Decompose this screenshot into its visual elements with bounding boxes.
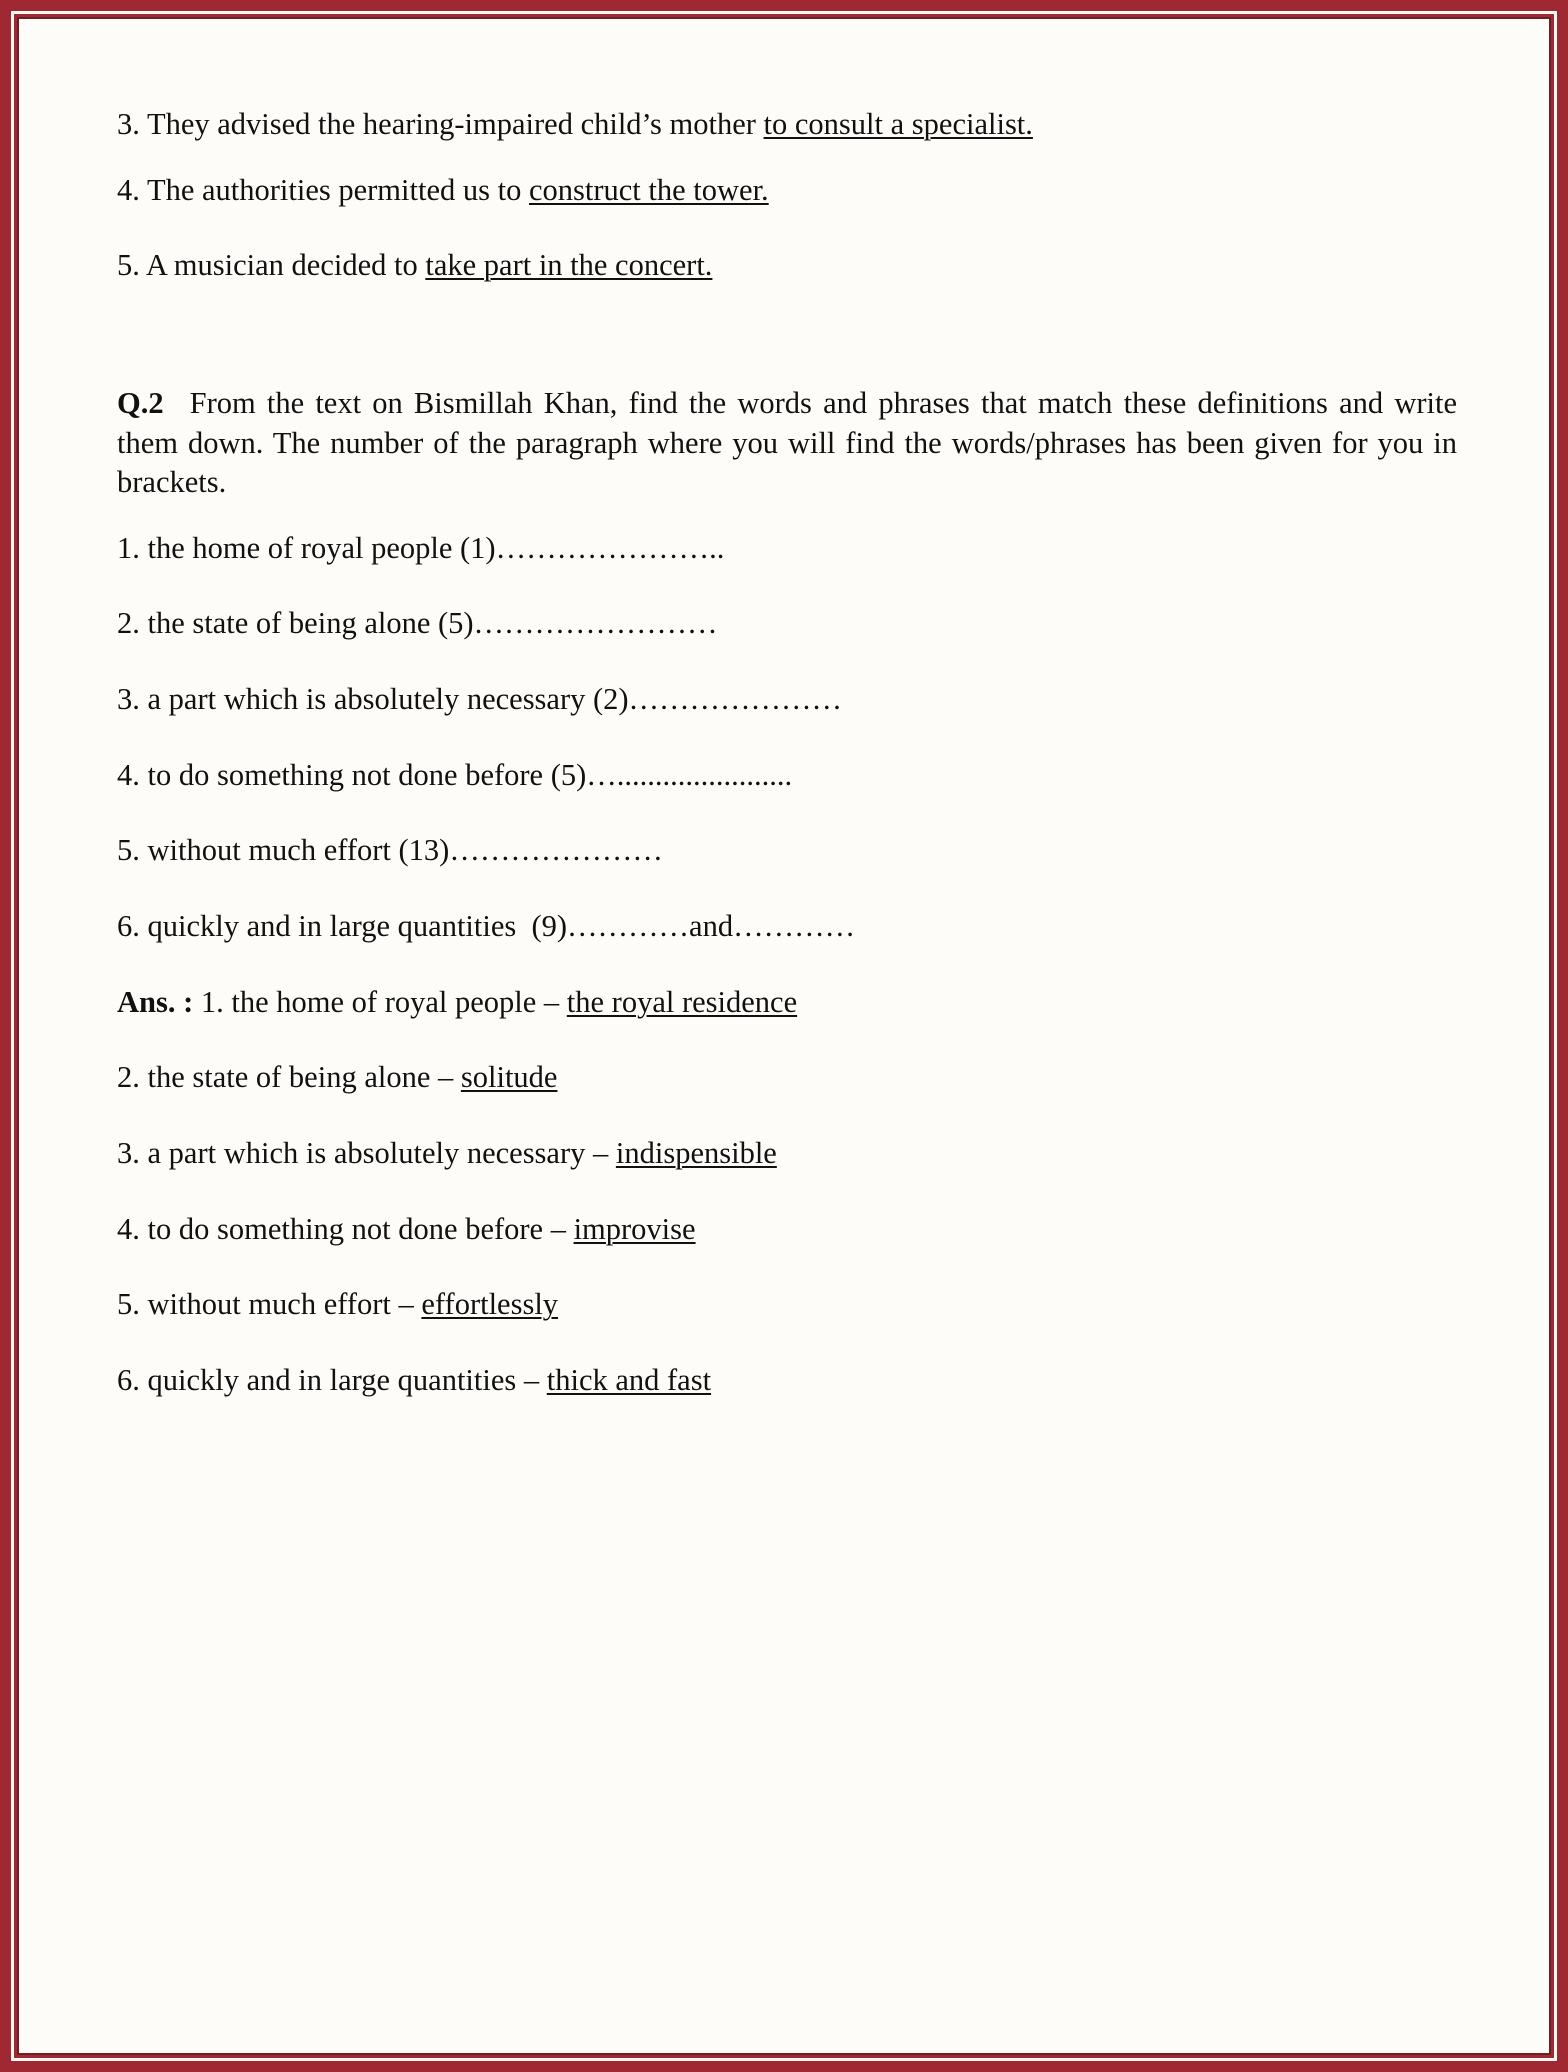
answer-item-3-answer: indispensible [615, 1135, 777, 1170]
answer-item-1-number: 1. [200, 984, 224, 1019]
section-gap [117, 322, 1457, 384]
answer-item-4-definition: to do something not done before [147, 1211, 544, 1246]
exercise-item-3 [117, 105, 1457, 145]
answer-item-3-dash: – [593, 1135, 616, 1170]
document-body [117, 105, 1457, 1401]
answer-item-3-number: 3. [117, 1135, 140, 1170]
answer-item-3-definition: a part which is absolutely necessary [147, 1135, 593, 1170]
definition-item-1 [117, 529, 1457, 569]
exercise-item-3-number: 3. [117, 107, 140, 141]
answer-item-5 [117, 1285, 1457, 1325]
definition-item-3-number: 3. [117, 682, 140, 717]
answer-item-1-definition: the home of royal people [231, 984, 537, 1019]
answer-item-6 [117, 1361, 1457, 1401]
answer-item-4-number: 4. [117, 1211, 140, 1246]
answer-item-2-number: 2. [117, 1060, 140, 1095]
answer-item-2-answer: solitude [460, 1060, 558, 1095]
exercise-item-5-text: A musician decided to [145, 248, 426, 283]
definition-item-4-text: to do something not done before (5)…....................... [147, 757, 793, 792]
exercise-item-5-number: 5. [117, 248, 140, 283]
definition-item-3-text: a part which is absolutely necessary (2)………………… [147, 682, 843, 717]
answers-label: Ans. : [117, 984, 194, 1019]
answer-item-2 [117, 1058, 1457, 1098]
definition-item-5-text: without much effort (13)………………… [147, 833, 663, 868]
exercise-item-4-text: The authorities permitted us to [146, 172, 529, 207]
definition-item-2 [117, 604, 1457, 644]
answer-item-4 [117, 1210, 1457, 1250]
exercise-item-4 [117, 171, 1457, 211]
answer-item-6-dash: – [516, 1362, 547, 1397]
answer-item-5-answer: effortlessly [421, 1287, 559, 1322]
exercise-item-3-underlined: to consult a specialist. [763, 107, 1033, 141]
definition-item-5-number: 5. [117, 833, 140, 868]
exercise-item-5 [117, 246, 1457, 286]
page-border-inner-rule [11, 11, 1557, 2061]
answer-item-2-dash: – [430, 1060, 461, 1095]
answer-item-2-definition: the state of being alone [147, 1060, 431, 1095]
definition-item-5 [117, 831, 1457, 871]
definition-item-1-text: the home of royal people (1)………………….. [147, 530, 725, 565]
answer-item-5-number: 5. [117, 1287, 140, 1322]
definition-item-6-text: quickly and in large quantities (9)…………and………… [147, 909, 856, 944]
answer-item-1-answer: the royal residence [566, 984, 798, 1019]
answer-item-6-number: 6. [117, 1362, 140, 1397]
answer-item-6-answer: thick and fast [546, 1362, 712, 1397]
question-prompt [117, 384, 1457, 503]
definition-item-6 [117, 907, 1457, 947]
exercise-item-5-underlined: take part in the concert. [425, 248, 713, 283]
definition-item-4-number: 4. [117, 757, 140, 792]
document-page [17, 17, 1551, 2055]
answer-item-5-dash: – [390, 1287, 422, 1322]
exercise-item-4-number: 4. [117, 172, 140, 207]
answer-item-4-dash: – [543, 1211, 574, 1246]
answer-item-5-definition: without much effort [147, 1287, 391, 1322]
answer-item-4-answer: improvise [573, 1211, 696, 1246]
exercise-item-3-text: They advised the hearing-impaired child’s mother [146, 107, 764, 141]
exercise-item-4-underlined: construct the tower. [528, 172, 769, 207]
answer-item-3 [117, 1134, 1457, 1174]
answer-item-6-definition: quickly and in large quantities [147, 1362, 517, 1397]
definition-item-2-text: the state of being alone (5)…………………… [147, 606, 718, 641]
definition-item-4 [117, 756, 1457, 796]
definition-item-1-number: 1. [117, 530, 140, 565]
answer-item-1-dash: – [536, 984, 567, 1019]
definition-item-3 [117, 680, 1457, 720]
question-prompt-text: From the text on Bismillah Khan, find the words and phrases that match these definitions and write them down. The number of the paragraph where you will find the words/phrases has been given for you in brackets. [117, 385, 1457, 500]
definition-item-2-number: 2. [117, 606, 140, 641]
question-label: Q.2 [117, 385, 164, 420]
answer-item-1 [117, 983, 1457, 1023]
definition-item-6-number: 6. [117, 909, 140, 944]
